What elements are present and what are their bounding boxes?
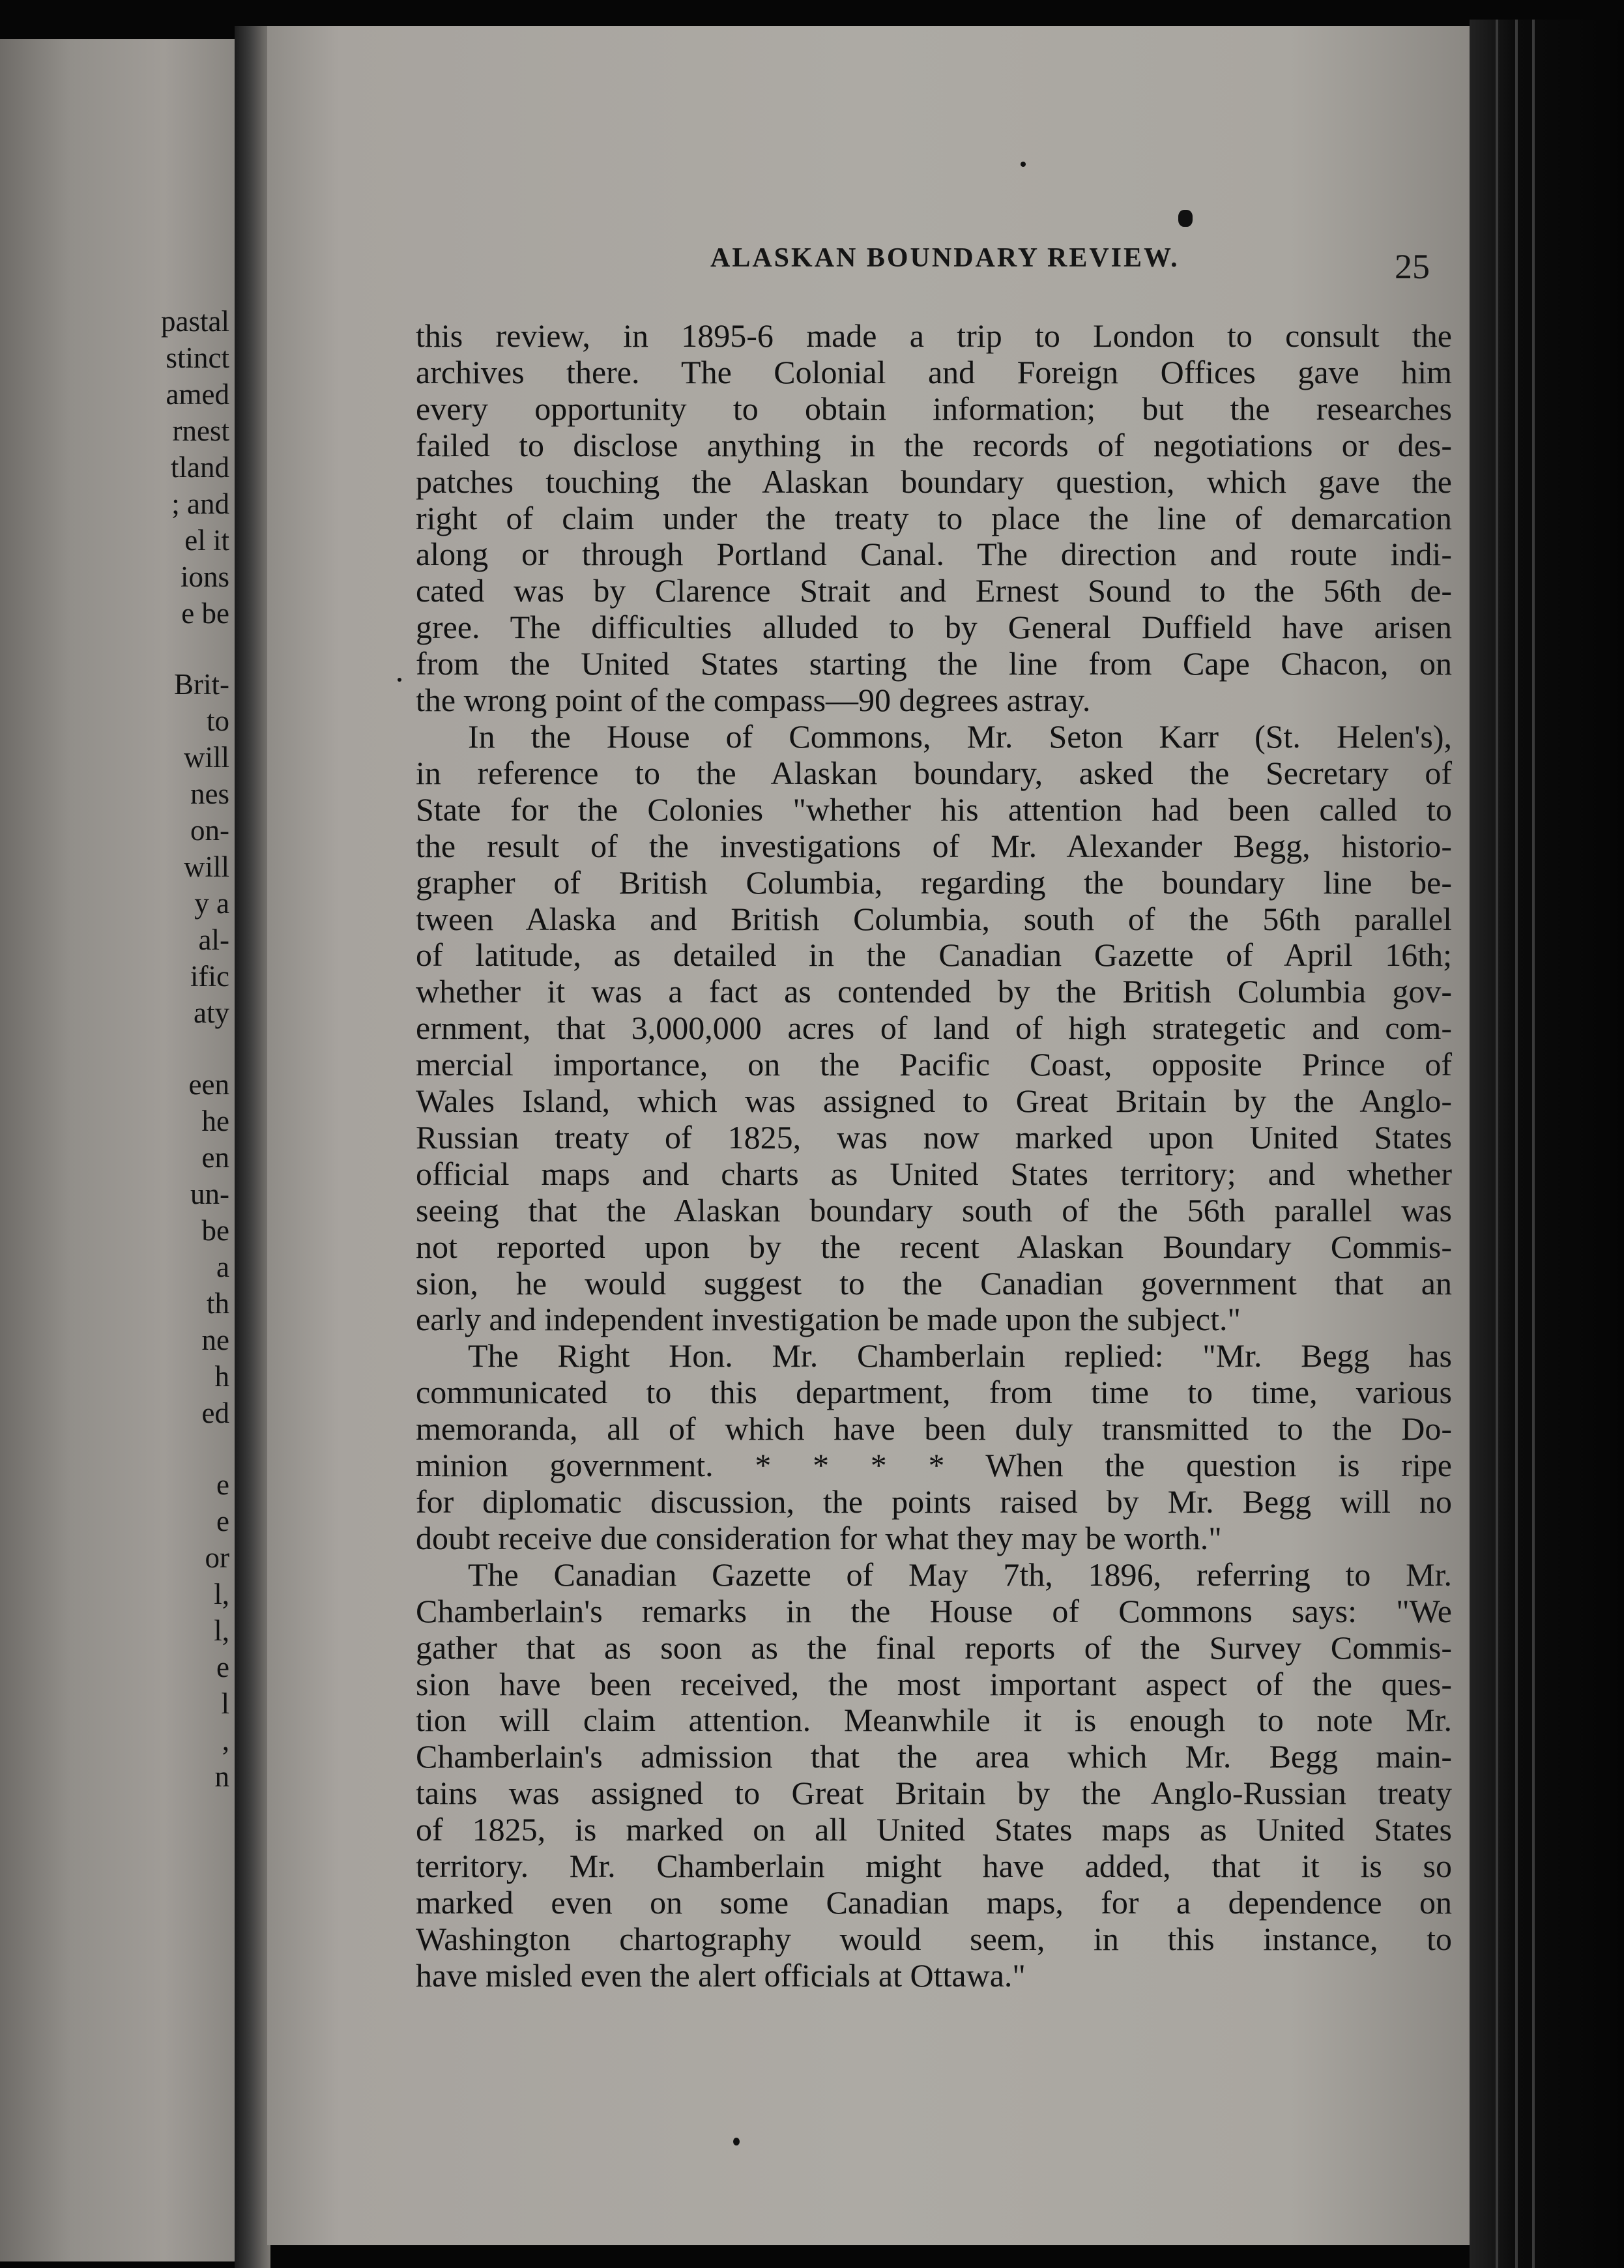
facing-page-fragment [0,39,237,2261]
facing-page-text: , [222,1724,229,1756]
facing-page-text: e [216,1505,229,1537]
text-line: doubt receive due consideration for what they may be worth." [416,1519,1222,1556]
text-line: gree. The difficulties alluded to by General Duffield have arisen [416,609,1452,646]
text-line: sion have been received, the most important aspect of the ques- [416,1665,1452,1702]
facing-page-text: be [201,1214,229,1247]
facing-page-text: ed [201,1397,229,1429]
text-line: Wales Island, which was assigned to Great Britain by the Anglo- [416,1083,1452,1120]
text-line: In the House of Commons, Mr. Seton Karr (St. Helen's), [468,718,1452,755]
facing-page-text: Brit- [174,668,229,701]
facing-page-text: tland [171,451,229,484]
text-line: every opportunity to obtain information; but the researches [416,390,1452,427]
facing-page-text: will [183,741,229,774]
body-text [416,318,1452,1994]
facing-page-text: ; and [171,487,229,520]
text-line: official maps and charts as United States territory; and whether [416,1155,1452,1192]
text-line: sion, he would suggest to the Canadian government that an [416,1264,1452,1301]
text-line: for diplomatic discussion, the points raised by Mr. Begg will no [416,1483,1452,1520]
text-line: cated was by Clarence Strait and Ernest Sound to the 56th de- [416,572,1452,609]
text-line: territory. Mr. Chamberlain might have added, that it is so [416,1848,1452,1885]
facing-page-text: ific [190,960,229,993]
text-line: tween Alaska and British Columbia, south of the 56th parallel [416,900,1452,937]
text-line: the result of the investigations of Mr. Alexander Begg, historio- [416,827,1452,864]
facing-page-text: will [183,850,229,883]
text-line: communicated to this department, from time to time, various [416,1374,1452,1411]
text-line: The Right Hon. Mr. Chamberlain replied: "Mr. Begg has [468,1337,1452,1374]
facing-page-text: al- [198,923,229,956]
text-line: of latitude, as detailed in the Canadian Gazette of April 16th; [416,937,1452,974]
text-line: gather that as soon as the final reports of the Survey Commis- [416,1629,1452,1666]
facing-page-text: n [214,1760,229,1793]
text-line: the wrong point of the compass—90 degrees astray. [416,682,1091,719]
facing-page-text: amed [166,378,229,411]
facing-page-text: un- [190,1178,229,1210]
facing-page-text: ions [180,560,229,593]
facing-page-text: e [216,1651,229,1683]
print-speck [1178,210,1193,227]
page-number: 25 [1395,247,1430,286]
text-line: minion government. * * * * When the question is ripe [416,1447,1452,1484]
text-line: patches touching the Alaskan boundary question, which gave the [416,463,1452,500]
text-line: this review, in 1895-6 made a trip to London to consult the [416,317,1452,354]
facing-page-text: el it [184,524,229,557]
text-line: memoranda, all of which have been duly transmitted to the Do- [416,1410,1452,1447]
text-line: grapher of British Columbia, regarding the boundary line be- [416,864,1452,901]
facing-page-text: e [216,1468,229,1501]
text-line: Russian treaty of 1825, was now marked upon United States [416,1118,1452,1156]
facing-page-text: e be [181,597,229,630]
facing-page-text: pastal [161,305,229,338]
text-line: mercial importance, on the Pacific Coast, opposite Prince of [416,1046,1452,1083]
facing-page-text: on- [190,814,229,847]
facing-page-text: nes [190,778,229,810]
text-line: whether it was a fact as contended by the British Columbia gov- [416,973,1452,1010]
text-line: right of claim under the treaty to place the line of demarcation [416,499,1452,536]
text-line: tains was assigned to Great Britain by the Anglo-Russian treaty [416,1775,1452,1812]
facing-page-text: or [205,1541,229,1574]
text-line: failed to disclose anything in the records of negotiations or des- [416,426,1452,463]
text-line: ernment, that 3,000,000 acres of land of high strategetic and com- [416,1010,1452,1047]
facing-page-text: th [206,1287,229,1320]
book-gutter [235,26,270,2268]
facing-page-text: to [206,705,229,737]
text-line: not reported upon by the recent Alaskan Boundary Commis- [416,1228,1452,1265]
facing-page-text: l, [214,1578,229,1610]
facing-page-text: stinct [166,342,229,374]
text-line: Chamberlain's admission that the area which Mr. Begg main- [416,1738,1452,1775]
facing-page-text: l, [214,1614,229,1647]
text-line: marked even on some Canadian maps, for a dependence on [416,1883,1452,1921]
text-line: The Canadian Gazette of May 7th, 1896, referring to Mr. [468,1556,1452,1593]
text-line: seeing that the Alaskan boundary south of the 56th parallel was [416,1191,1452,1228]
facing-page-text: h [214,1360,229,1393]
text-line: from the United States starting the line from Cape Chacon, on [416,645,1452,682]
text-line: Chamberlain's remarks in the House of Commons says: "We [416,1592,1452,1629]
running-title: ALASKAN BOUNDARY REVIEW. [710,243,1180,273]
print-speck [733,2138,740,2145]
text-line: State for the Colonies "whether his attention had been called to [416,791,1452,828]
text-line: of 1825, is marked on all United States maps as United States [416,1811,1452,1848]
print-speck [1021,162,1026,167]
facing-page-text: en [201,1141,229,1174]
facing-page-text: l [221,1687,229,1720]
text-line: have misled even the alert officials at Ottawa." [416,1956,1026,1994]
text-line: tion will claim attention. Meanwhile it is enough to note Mr. [416,1702,1452,1739]
facing-page-text: een [188,1068,229,1101]
facing-page-text: aty [194,996,229,1029]
facing-page-text: he [201,1105,229,1137]
text-line: along or through Portland Canal. The direction and route indi- [416,536,1452,573]
print-speck [398,678,401,682]
text-line: in reference to the Alaskan boundary, asked the Secretary of [416,754,1452,791]
facing-page-text: y a [194,887,229,920]
text-line: early and independent investigation be made upon the subject." [416,1301,1241,1338]
text-line: Washington chartography would seem, in this instance, to [416,1920,1452,1957]
facing-page-text: rnest [172,414,229,447]
facing-page-text: ne [201,1324,229,1356]
page-edge [1470,20,1624,2268]
text-line: archives there. The Colonial and Foreign Offices gave him [416,353,1452,390]
facing-page-text: a [216,1251,229,1283]
